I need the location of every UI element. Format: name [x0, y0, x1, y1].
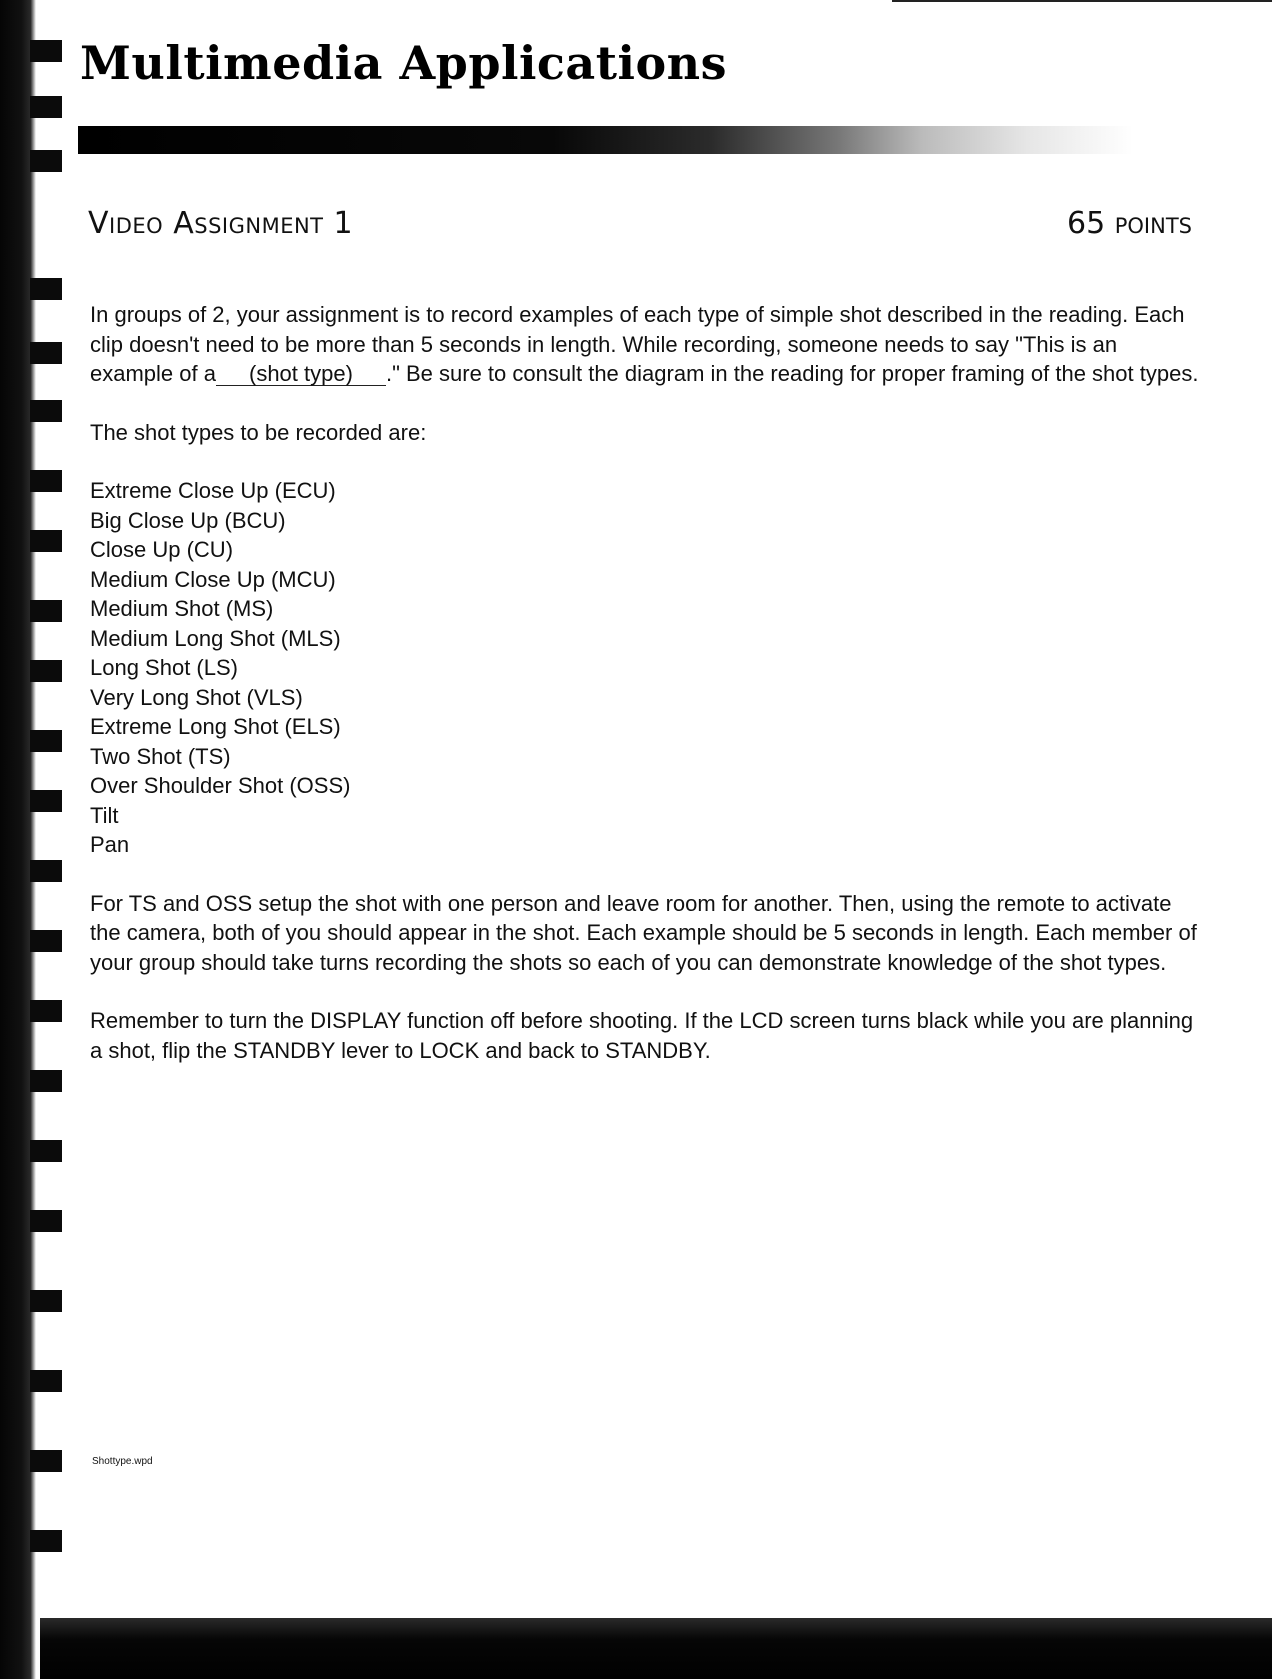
binding-tooth [30, 1370, 62, 1392]
shot-type-item: Pan [90, 832, 130, 857]
shot-type-item: Two Shot (TS) [90, 743, 231, 769]
shot-type-item: Over Shoulder Shot (OSS) [90, 773, 351, 798]
binding-tooth [30, 530, 62, 552]
binding-tooth [30, 1000, 62, 1022]
binding-tooth [30, 1140, 62, 1162]
binding-tooth [30, 930, 62, 952]
spiral-binding [0, 0, 68, 1679]
shot-type-item: Tilt [90, 802, 119, 828]
binding-tooth [30, 400, 62, 422]
instructions-text-start: In groups of 2, your assignment is to record examples of each type of simple shot described in the reading. Each clip doesn't need to be more than 5 seconds in length. While recording, someone needs to say "This is an example of a [90, 302, 1185, 386]
binding-tooth [30, 40, 62, 62]
shot-types-list [90, 476, 1200, 860]
scan-bottom-shadow [40, 1618, 1272, 1679]
shot-type-item: Medium Close Up (MCU) [90, 566, 336, 592]
shot-type-blank: (shot type) [216, 363, 386, 386]
binding-tooth [30, 730, 62, 752]
instructions-paragraph [90, 300, 1200, 389]
shot-type-item: Close Up (CU) [90, 537, 234, 562]
assignment-body [90, 300, 1200, 1065]
assignment-points: 65 points [1067, 206, 1192, 241]
page-title: Multimedia Applications [80, 36, 727, 90]
shot-type-item: Medium Long Shot (MLS) [90, 625, 341, 651]
binding-tooth [30, 470, 62, 492]
binding-tooth [30, 660, 62, 682]
shot-type-item: Extreme Close Up (ECU) [90, 478, 336, 503]
binding-tooth [30, 96, 62, 118]
ts-oss-paragraph: For TS and OSS setup the shot with one person and leave room for another. Then, using the remote to activate the camera, both of you should appear in the shot. Each example should be 5 seconds in length. Each member of your group should take turns recording the shots so each of you can demonstrate knowledge of the shot types. [90, 890, 1197, 975]
binding-tooth [30, 278, 62, 300]
binding-tooth [30, 1290, 62, 1312]
assignment-title: Video Assignment 1 [88, 206, 354, 241]
scan-top-rule [892, 0, 1272, 2]
binding-tooth [30, 1450, 62, 1472]
binding-tooth [30, 860, 62, 882]
binding-tooth [30, 1070, 62, 1092]
binding-tooth [30, 600, 62, 622]
assignment-heading [88, 206, 1192, 250]
binding-tooth [30, 342, 62, 364]
binding-tooth [30, 1210, 62, 1232]
display-reminder-paragraph: Remember to turn the DISPLAY function off before shooting. If the LCD screen turns black while you are planning a shot, flip the STANDBY lever to LOCK and back to STANDBY. [90, 1008, 1194, 1063]
instructions-text-end: ." Be sure to consult the diagram in the reading for proper framing of the shot types. [385, 361, 1199, 386]
title-gradient-bar [78, 126, 1133, 154]
shot-types-intro: The shot types to be recorded are: [90, 419, 427, 445]
shot-type-item: Medium Shot (MS) [90, 596, 274, 621]
shot-type-item: Big Close Up (BCU) [90, 507, 286, 533]
binding-tooth [30, 790, 62, 812]
shot-type-item: Extreme Long Shot (ELS) [90, 714, 341, 739]
binding-tooth [30, 1530, 62, 1552]
shot-type-item: Very Long Shot (VLS) [90, 684, 303, 710]
shot-type-item: Long Shot (LS) [90, 655, 238, 680]
binding-spine [0, 0, 36, 1679]
footer-filename: Shottype.wpd [92, 1456, 153, 1467]
binding-tooth [30, 150, 62, 172]
